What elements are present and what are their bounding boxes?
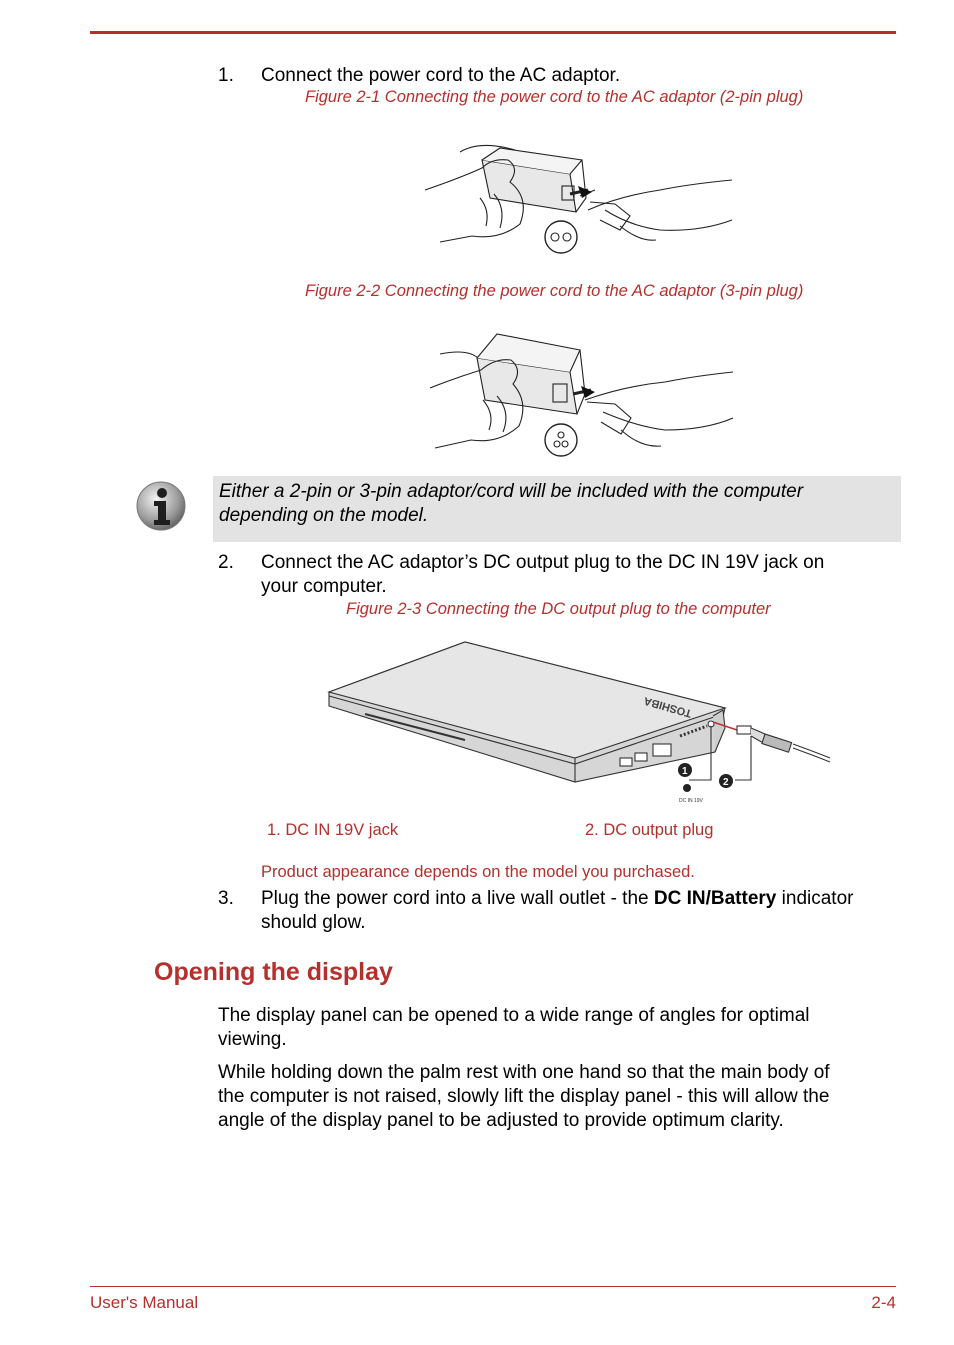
step-1-text: Connect the power cord to the AC adaptor. — [261, 65, 621, 86]
legend-item-1: 1. DC IN 19V jack — [267, 821, 399, 839]
figure-2-2-illustration — [425, 330, 740, 462]
step-3-line-2: should glow. — [261, 912, 366, 933]
note-text — [219, 480, 889, 528]
note-box — [213, 476, 901, 542]
section-paragraph-2 — [218, 1061, 830, 1133]
step-2-text — [261, 551, 824, 599]
figure-2-3-laptop-logo: TOSHIBA — [642, 694, 694, 720]
figure-2-3-port-label: DC IN 19V — [679, 798, 703, 804]
paragraph-2-line-3: angle of the display panel to be adjusted to provide optimum clarity. — [218, 1110, 784, 1131]
note-line-2: depending on the model. — [219, 505, 429, 526]
step-2-line-2: your computer. — [261, 576, 387, 597]
figure-2-1-illustration — [420, 138, 740, 258]
step-2-number: 2. — [218, 552, 234, 573]
appearance-note: Product appearance depends on the model you purchased. — [261, 863, 695, 881]
info-icon — [135, 480, 187, 532]
figure-2-3-caption: Figure 2-3 Connecting the DC output plug to the computer — [346, 600, 771, 618]
paragraph-2-line-2: the computer is not raised, slowly lift the display panel - this will allow the — [218, 1086, 830, 1107]
figure-2-3-callout-1: 1 — [682, 766, 688, 777]
header-rule — [90, 31, 896, 34]
figure-2-3-callout-2: 2 — [723, 777, 729, 788]
step-2-line-1: Connect the AC adaptor’s DC output plug to the DC IN 19V jack on — [261, 552, 825, 573]
step-1-number: 1. — [218, 65, 234, 86]
figure-2-2-caption: Figure 2-2 Connecting the power cord to the AC adaptor (3-pin plug) — [305, 282, 804, 300]
figure-2-1-caption: Figure 2-1 Connecting the power cord to the AC adaptor (2-pin plug) — [305, 88, 804, 106]
paragraph-1-line-2: viewing. — [218, 1029, 287, 1050]
step-3-number: 3. — [218, 888, 234, 909]
footer-rule — [90, 1286, 896, 1287]
step-3-line-1 — [261, 887, 853, 911]
page-number: 2-4 — [871, 1293, 896, 1312]
step-3-text — [261, 887, 853, 935]
figure-2-3-illustration — [325, 640, 835, 805]
step-3-text-before: Plug the power cord into a live wall outlet - the — [261, 888, 654, 909]
section-heading: Opening the display — [154, 958, 393, 986]
section-paragraph-1 — [218, 1004, 810, 1052]
legend-item-2: 2. DC output plug — [585, 821, 714, 839]
footer-title: User's Manual — [90, 1293, 199, 1312]
note-line-1: Either a 2-pin or 3-pin adaptor/cord will be included with the computer — [219, 481, 804, 502]
paragraph-1-line-1: The display panel can be opened to a wide range of angles for optimal — [218, 1005, 810, 1026]
paragraph-2-line-1: While holding down the palm rest with one hand so that the main body of — [218, 1062, 830, 1083]
step-3-text-after: indicator — [776, 888, 854, 909]
dc-in-battery-label: DC IN/Battery — [653, 888, 777, 909]
